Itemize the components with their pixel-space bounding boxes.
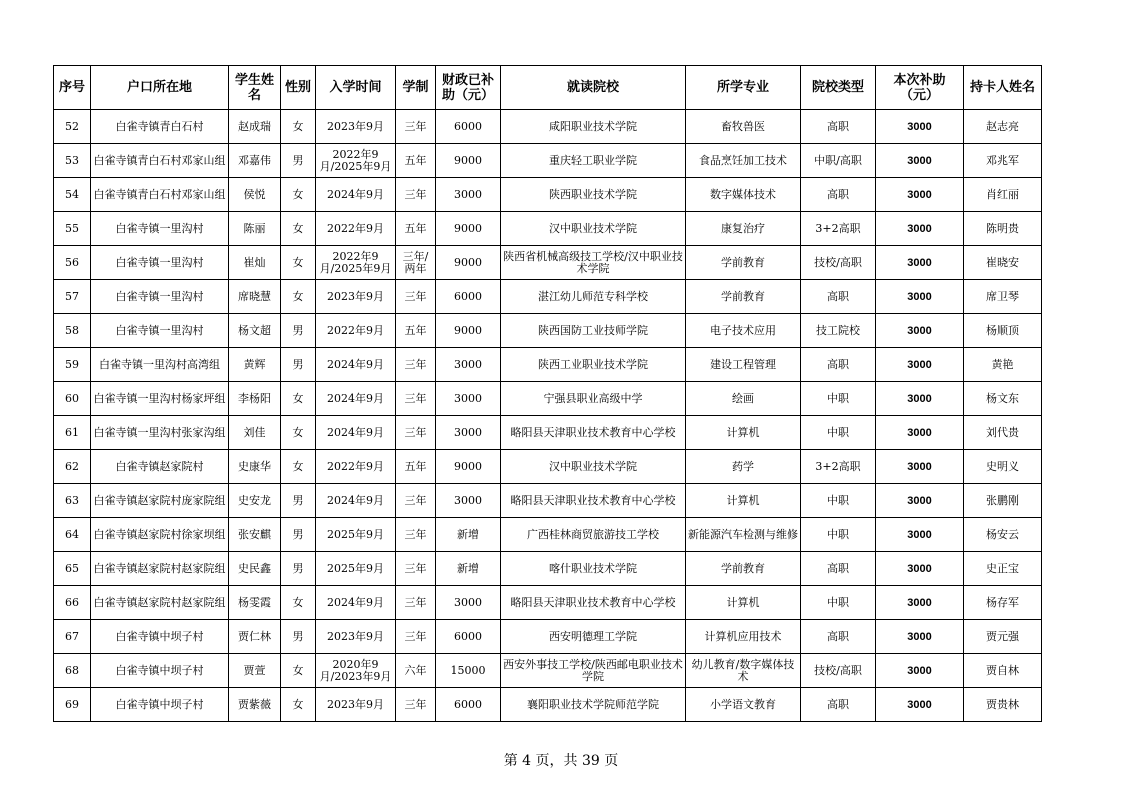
cell-cardholder: 史明义 bbox=[964, 450, 1042, 484]
cell-index: 55 bbox=[54, 212, 91, 246]
cell-school-type: 中职/高职 bbox=[801, 144, 876, 178]
cell-current-subsidy: 3000 bbox=[876, 382, 964, 416]
table-row bbox=[54, 586, 1042, 620]
cell-current-subsidy: 3000 bbox=[876, 688, 964, 722]
cell-index: 57 bbox=[54, 280, 91, 314]
cell-school: 西安外事技工学校/陕西邮电职业技术学院 bbox=[501, 654, 686, 688]
cell-current-subsidy: 3000 bbox=[876, 110, 964, 144]
cell-school-type: 高职 bbox=[801, 552, 876, 586]
cell-cardholder: 史正宝 bbox=[964, 552, 1042, 586]
col-header-residence: 户口所在地 bbox=[91, 66, 229, 110]
cell-school: 略阳县天津职业技术教育中心学校 bbox=[501, 416, 686, 450]
cell-major: 药学 bbox=[686, 450, 801, 484]
cell-residence: 白雀寺镇赵家院村庞家院组 bbox=[91, 484, 229, 518]
cell-current-subsidy: 3000 bbox=[876, 484, 964, 518]
cell-current-subsidy: 3000 bbox=[876, 620, 964, 654]
cell-school-type: 技校/高职 bbox=[801, 654, 876, 688]
cell-major: 学前教育 bbox=[686, 246, 801, 280]
cell-student-name: 史民鑫 bbox=[229, 552, 281, 586]
cell-index: 69 bbox=[54, 688, 91, 722]
cell-school-type: 中职 bbox=[801, 382, 876, 416]
cell-school: 咸阳职业技术学院 bbox=[501, 110, 686, 144]
cell-residence: 白雀寺镇一里沟村 bbox=[91, 280, 229, 314]
cell-prior-subsidy: 6000 bbox=[436, 620, 501, 654]
cell-school: 重庆轻工职业学院 bbox=[501, 144, 686, 178]
cell-prior-subsidy: 9000 bbox=[436, 314, 501, 348]
cell-duration: 三年 bbox=[396, 348, 436, 382]
cell-major: 畜牧兽医 bbox=[686, 110, 801, 144]
cell-school-type: 高职 bbox=[801, 348, 876, 382]
cell-student-name: 崔灿 bbox=[229, 246, 281, 280]
cell-gender: 男 bbox=[281, 552, 316, 586]
cell-cardholder: 赵志亮 bbox=[964, 110, 1042, 144]
cell-student-name: 邓嘉伟 bbox=[229, 144, 281, 178]
table-row bbox=[54, 654, 1042, 688]
cell-current-subsidy: 3000 bbox=[876, 280, 964, 314]
cell-index: 63 bbox=[54, 484, 91, 518]
cell-prior-subsidy: 3000 bbox=[436, 348, 501, 382]
cell-school: 陕西职业技术学院 bbox=[501, 178, 686, 212]
cell-duration: 三年 bbox=[396, 382, 436, 416]
cell-school: 陕西省机械高级技工学校/汉中职业技术学院 bbox=[501, 246, 686, 280]
cell-prior-subsidy: 6000 bbox=[436, 688, 501, 722]
cell-enroll-date: 2023年9月 bbox=[316, 110, 396, 144]
cell-current-subsidy: 3000 bbox=[876, 416, 964, 450]
cell-cardholder: 刘代贵 bbox=[964, 416, 1042, 450]
cell-enroll-date: 2022年9月 bbox=[316, 314, 396, 348]
cell-residence: 白雀寺镇中坝子村 bbox=[91, 688, 229, 722]
cell-enroll-date: 2022年9月/2025年9月 bbox=[316, 144, 396, 178]
cell-duration: 五年 bbox=[396, 450, 436, 484]
cell-student-name: 侯悦 bbox=[229, 178, 281, 212]
cell-cardholder: 贾自林 bbox=[964, 654, 1042, 688]
cell-enroll-date: 2024年9月 bbox=[316, 348, 396, 382]
cell-index: 53 bbox=[54, 144, 91, 178]
cell-school-type: 中职 bbox=[801, 586, 876, 620]
cell-school-type: 高职 bbox=[801, 280, 876, 314]
cell-enroll-date: 2020年9月/2023年9月 bbox=[316, 654, 396, 688]
cell-prior-subsidy: 9000 bbox=[436, 246, 501, 280]
cell-gender: 女 bbox=[281, 382, 316, 416]
cell-residence: 白雀寺镇青白石村 bbox=[91, 110, 229, 144]
table-row bbox=[54, 688, 1042, 722]
cell-duration: 三年/两年 bbox=[396, 246, 436, 280]
cell-student-name: 贾萱 bbox=[229, 654, 281, 688]
cell-enroll-date: 2024年9月 bbox=[316, 178, 396, 212]
table-body bbox=[54, 110, 1042, 722]
cell-index: 65 bbox=[54, 552, 91, 586]
cell-school-type: 高职 bbox=[801, 110, 876, 144]
cell-duration: 三年 bbox=[396, 280, 436, 314]
cell-major: 新能源汽车检测与维修 bbox=[686, 518, 801, 552]
cell-residence: 白雀寺镇赵家院村 bbox=[91, 450, 229, 484]
cell-major: 计算机应用技术 bbox=[686, 620, 801, 654]
table-row bbox=[54, 620, 1042, 654]
cell-gender: 女 bbox=[281, 416, 316, 450]
cell-enroll-date: 2022年9月 bbox=[316, 212, 396, 246]
cell-prior-subsidy: 9000 bbox=[436, 212, 501, 246]
cell-major: 计算机 bbox=[686, 416, 801, 450]
cell-major: 建设工程管理 bbox=[686, 348, 801, 382]
cell-duration: 三年 bbox=[396, 416, 436, 450]
cell-gender: 女 bbox=[281, 212, 316, 246]
table-row bbox=[54, 144, 1042, 178]
cell-residence: 白雀寺镇一里沟村 bbox=[91, 212, 229, 246]
cell-enroll-date: 2024年9月 bbox=[316, 416, 396, 450]
cell-index: 66 bbox=[54, 586, 91, 620]
cell-major: 康复治疗 bbox=[686, 212, 801, 246]
cell-prior-subsidy: 3000 bbox=[436, 586, 501, 620]
col-header-gender: 性别 bbox=[281, 66, 316, 110]
cell-prior-subsidy: 9000 bbox=[436, 450, 501, 484]
cell-enroll-date: 2022年9月 bbox=[316, 450, 396, 484]
table-row bbox=[54, 314, 1042, 348]
cell-index: 68 bbox=[54, 654, 91, 688]
table-row bbox=[54, 280, 1042, 314]
cell-school: 喀什职业技术学院 bbox=[501, 552, 686, 586]
col-header-school: 就读院校 bbox=[501, 66, 686, 110]
cell-duration: 五年 bbox=[396, 144, 436, 178]
cell-enroll-date: 2023年9月 bbox=[316, 688, 396, 722]
cell-duration: 五年 bbox=[396, 314, 436, 348]
cell-residence: 白雀寺镇青白石村邓家山组 bbox=[91, 144, 229, 178]
cell-residence: 白雀寺镇赵家院村赵家院组 bbox=[91, 586, 229, 620]
cell-enroll-date: 2024年9月 bbox=[316, 586, 396, 620]
table-row bbox=[54, 416, 1042, 450]
cell-gender: 男 bbox=[281, 518, 316, 552]
table-row bbox=[54, 552, 1042, 586]
cell-school-type: 中职 bbox=[801, 416, 876, 450]
cell-cardholder: 肖红丽 bbox=[964, 178, 1042, 212]
cell-duration: 三年 bbox=[396, 110, 436, 144]
cell-current-subsidy: 3000 bbox=[876, 144, 964, 178]
cell-student-name: 陈丽 bbox=[229, 212, 281, 246]
cell-enroll-date: 2025年9月 bbox=[316, 552, 396, 586]
cell-major: 食品烹饪加工技术 bbox=[686, 144, 801, 178]
cell-school: 湛江幼儿师范专科学校 bbox=[501, 280, 686, 314]
cell-cardholder: 杨文东 bbox=[964, 382, 1042, 416]
cell-enroll-date: 2025年9月 bbox=[316, 518, 396, 552]
cell-student-name: 杨文超 bbox=[229, 314, 281, 348]
cell-index: 58 bbox=[54, 314, 91, 348]
cell-cardholder: 杨存军 bbox=[964, 586, 1042, 620]
cell-current-subsidy: 3000 bbox=[876, 212, 964, 246]
cell-student-name: 席晓慧 bbox=[229, 280, 281, 314]
col-header-student-name: 学生姓名 bbox=[229, 66, 281, 110]
cell-major: 幼儿教育/数字媒体技术 bbox=[686, 654, 801, 688]
cell-enroll-date: 2023年9月 bbox=[316, 280, 396, 314]
cell-school: 汉中职业技术学院 bbox=[501, 212, 686, 246]
cell-gender: 女 bbox=[281, 178, 316, 212]
cell-school: 略阳县天津职业技术教育中心学校 bbox=[501, 484, 686, 518]
cell-school-type: 3+2高职 bbox=[801, 212, 876, 246]
cell-major: 计算机 bbox=[686, 484, 801, 518]
page-footer: 第 4 页，共 39 页 bbox=[503, 753, 619, 769]
table-row bbox=[54, 178, 1042, 212]
table-row bbox=[54, 212, 1042, 246]
cell-enroll-date: 2022年9月/2025年9月 bbox=[316, 246, 396, 280]
cell-school: 陕西工业职业技术学院 bbox=[501, 348, 686, 382]
cell-cardholder: 杨顺顶 bbox=[964, 314, 1042, 348]
cell-gender: 男 bbox=[281, 314, 316, 348]
cell-prior-subsidy: 15000 bbox=[436, 654, 501, 688]
cell-cardholder: 张鹏刚 bbox=[964, 484, 1042, 518]
cell-residence: 白雀寺镇一里沟村高湾组 bbox=[91, 348, 229, 382]
cell-student-name: 史康华 bbox=[229, 450, 281, 484]
cell-gender: 女 bbox=[281, 688, 316, 722]
cell-duration: 三年 bbox=[396, 620, 436, 654]
cell-duration: 三年 bbox=[396, 688, 436, 722]
cell-student-name: 史安龙 bbox=[229, 484, 281, 518]
cell-current-subsidy: 3000 bbox=[876, 178, 964, 212]
cell-school-type: 高职 bbox=[801, 178, 876, 212]
col-header-cardholder: 持卡人姓名 bbox=[964, 66, 1042, 110]
cell-prior-subsidy: 新增 bbox=[436, 552, 501, 586]
cell-index: 56 bbox=[54, 246, 91, 280]
cell-major: 学前教育 bbox=[686, 280, 801, 314]
cell-school-type: 中职 bbox=[801, 484, 876, 518]
cell-current-subsidy: 3000 bbox=[876, 246, 964, 280]
cell-residence: 白雀寺镇一里沟村张家沟组 bbox=[91, 416, 229, 450]
cell-index: 62 bbox=[54, 450, 91, 484]
cell-prior-subsidy: 3000 bbox=[436, 382, 501, 416]
col-header-school-type: 院校类型 bbox=[801, 66, 876, 110]
cell-gender: 女 bbox=[281, 586, 316, 620]
col-header-duration: 学制 bbox=[396, 66, 436, 110]
cell-prior-subsidy: 新增 bbox=[436, 518, 501, 552]
cell-residence: 白雀寺镇青白石村邓家山组 bbox=[91, 178, 229, 212]
cell-prior-subsidy: 3000 bbox=[436, 178, 501, 212]
cell-index: 60 bbox=[54, 382, 91, 416]
cell-enroll-date: 2024年9月 bbox=[316, 484, 396, 518]
cell-cardholder: 贾贵林 bbox=[964, 688, 1042, 722]
cell-major: 数字媒体技术 bbox=[686, 178, 801, 212]
subsidy-table bbox=[53, 65, 1042, 722]
cell-current-subsidy: 3000 bbox=[876, 552, 964, 586]
table-row bbox=[54, 246, 1042, 280]
cell-current-subsidy: 3000 bbox=[876, 518, 964, 552]
cell-cardholder: 邓兆军 bbox=[964, 144, 1042, 178]
cell-prior-subsidy: 9000 bbox=[436, 144, 501, 178]
cell-major: 学前教育 bbox=[686, 552, 801, 586]
cell-residence: 白雀寺镇赵家院村赵家院组 bbox=[91, 552, 229, 586]
cell-school: 略阳县天津职业技术教育中心学校 bbox=[501, 586, 686, 620]
cell-current-subsidy: 3000 bbox=[876, 586, 964, 620]
cell-student-name: 贾仁林 bbox=[229, 620, 281, 654]
table-row bbox=[54, 348, 1042, 382]
cell-prior-subsidy: 6000 bbox=[436, 110, 501, 144]
cell-school-type: 中职 bbox=[801, 518, 876, 552]
cell-student-name: 李杨阳 bbox=[229, 382, 281, 416]
cell-current-subsidy: 3000 bbox=[876, 654, 964, 688]
cell-student-name: 黄辉 bbox=[229, 348, 281, 382]
cell-current-subsidy: 3000 bbox=[876, 314, 964, 348]
table-row bbox=[54, 110, 1042, 144]
cell-gender: 女 bbox=[281, 654, 316, 688]
header-row bbox=[54, 66, 1042, 110]
cell-student-name: 赵成瑞 bbox=[229, 110, 281, 144]
cell-duration: 三年 bbox=[396, 484, 436, 518]
cell-gender: 女 bbox=[281, 110, 316, 144]
cell-duration: 三年 bbox=[396, 586, 436, 620]
col-header-prior-subsidy: 财政已补助（元） bbox=[436, 66, 501, 110]
cell-school-type: 技工院校 bbox=[801, 314, 876, 348]
cell-student-name: 杨雯霞 bbox=[229, 586, 281, 620]
cell-residence: 白雀寺镇一里沟村 bbox=[91, 314, 229, 348]
cell-school: 广西桂林商贸旅游技工学校 bbox=[501, 518, 686, 552]
table-row bbox=[54, 450, 1042, 484]
cell-cardholder: 崔晓安 bbox=[964, 246, 1042, 280]
cell-school: 西安明德理工学院 bbox=[501, 620, 686, 654]
cell-residence: 白雀寺镇一里沟村杨家坪组 bbox=[91, 382, 229, 416]
cell-duration: 五年 bbox=[396, 212, 436, 246]
cell-residence: 白雀寺镇一里沟村 bbox=[91, 246, 229, 280]
cell-school: 宁强县职业高级中学 bbox=[501, 382, 686, 416]
cell-index: 67 bbox=[54, 620, 91, 654]
cell-residence: 白雀寺镇中坝子村 bbox=[91, 620, 229, 654]
cell-gender: 男 bbox=[281, 620, 316, 654]
cell-gender: 男 bbox=[281, 348, 316, 382]
cell-prior-subsidy: 3000 bbox=[436, 416, 501, 450]
cell-major: 小学语文教育 bbox=[686, 688, 801, 722]
cell-student-name: 贾紫薇 bbox=[229, 688, 281, 722]
cell-current-subsidy: 3000 bbox=[876, 450, 964, 484]
cell-duration: 三年 bbox=[396, 178, 436, 212]
cell-school-type: 3+2高职 bbox=[801, 450, 876, 484]
cell-school-type: 高职 bbox=[801, 688, 876, 722]
cell-school: 陕西国防工业技师学院 bbox=[501, 314, 686, 348]
col-header-index: 序号 bbox=[54, 66, 91, 110]
cell-gender: 男 bbox=[281, 144, 316, 178]
cell-enroll-date: 2024年9月 bbox=[316, 382, 396, 416]
cell-residence: 白雀寺镇中坝子村 bbox=[91, 654, 229, 688]
cell-prior-subsidy: 6000 bbox=[436, 280, 501, 314]
cell-gender: 女 bbox=[281, 450, 316, 484]
col-header-current-subsidy: 本次补助（元） bbox=[876, 66, 964, 110]
cell-index: 59 bbox=[54, 348, 91, 382]
cell-current-subsidy: 3000 bbox=[876, 348, 964, 382]
cell-cardholder: 陈明贵 bbox=[964, 212, 1042, 246]
cell-major: 计算机 bbox=[686, 586, 801, 620]
cell-cardholder: 席卫琴 bbox=[964, 280, 1042, 314]
cell-index: 54 bbox=[54, 178, 91, 212]
cell-index: 52 bbox=[54, 110, 91, 144]
cell-index: 64 bbox=[54, 518, 91, 552]
cell-enroll-date: 2023年9月 bbox=[316, 620, 396, 654]
cell-duration: 六年 bbox=[396, 654, 436, 688]
cell-residence: 白雀寺镇赵家院村徐家坝组 bbox=[91, 518, 229, 552]
cell-cardholder: 贾元强 bbox=[964, 620, 1042, 654]
cell-school-type: 高职 bbox=[801, 620, 876, 654]
col-header-enroll-date: 入学时间 bbox=[316, 66, 396, 110]
cell-prior-subsidy: 3000 bbox=[436, 484, 501, 518]
cell-gender: 男 bbox=[281, 484, 316, 518]
cell-school-type: 技校/高职 bbox=[801, 246, 876, 280]
cell-gender: 女 bbox=[281, 246, 316, 280]
cell-gender: 女 bbox=[281, 280, 316, 314]
table-row bbox=[54, 382, 1042, 416]
cell-major: 电子技术应用 bbox=[686, 314, 801, 348]
table-row bbox=[54, 484, 1042, 518]
table-row bbox=[54, 518, 1042, 552]
cell-school: 襄阳职业技术学院师范学院 bbox=[501, 688, 686, 722]
cell-major: 绘画 bbox=[686, 382, 801, 416]
col-header-major: 所学专业 bbox=[686, 66, 801, 110]
cell-duration: 三年 bbox=[396, 518, 436, 552]
cell-student-name: 张安麒 bbox=[229, 518, 281, 552]
cell-student-name: 刘佳 bbox=[229, 416, 281, 450]
cell-school: 汉中职业技术学院 bbox=[501, 450, 686, 484]
cell-index: 61 bbox=[54, 416, 91, 450]
cell-duration: 三年 bbox=[396, 552, 436, 586]
cell-cardholder: 杨安云 bbox=[964, 518, 1042, 552]
cell-cardholder: 黄艳 bbox=[964, 348, 1042, 382]
